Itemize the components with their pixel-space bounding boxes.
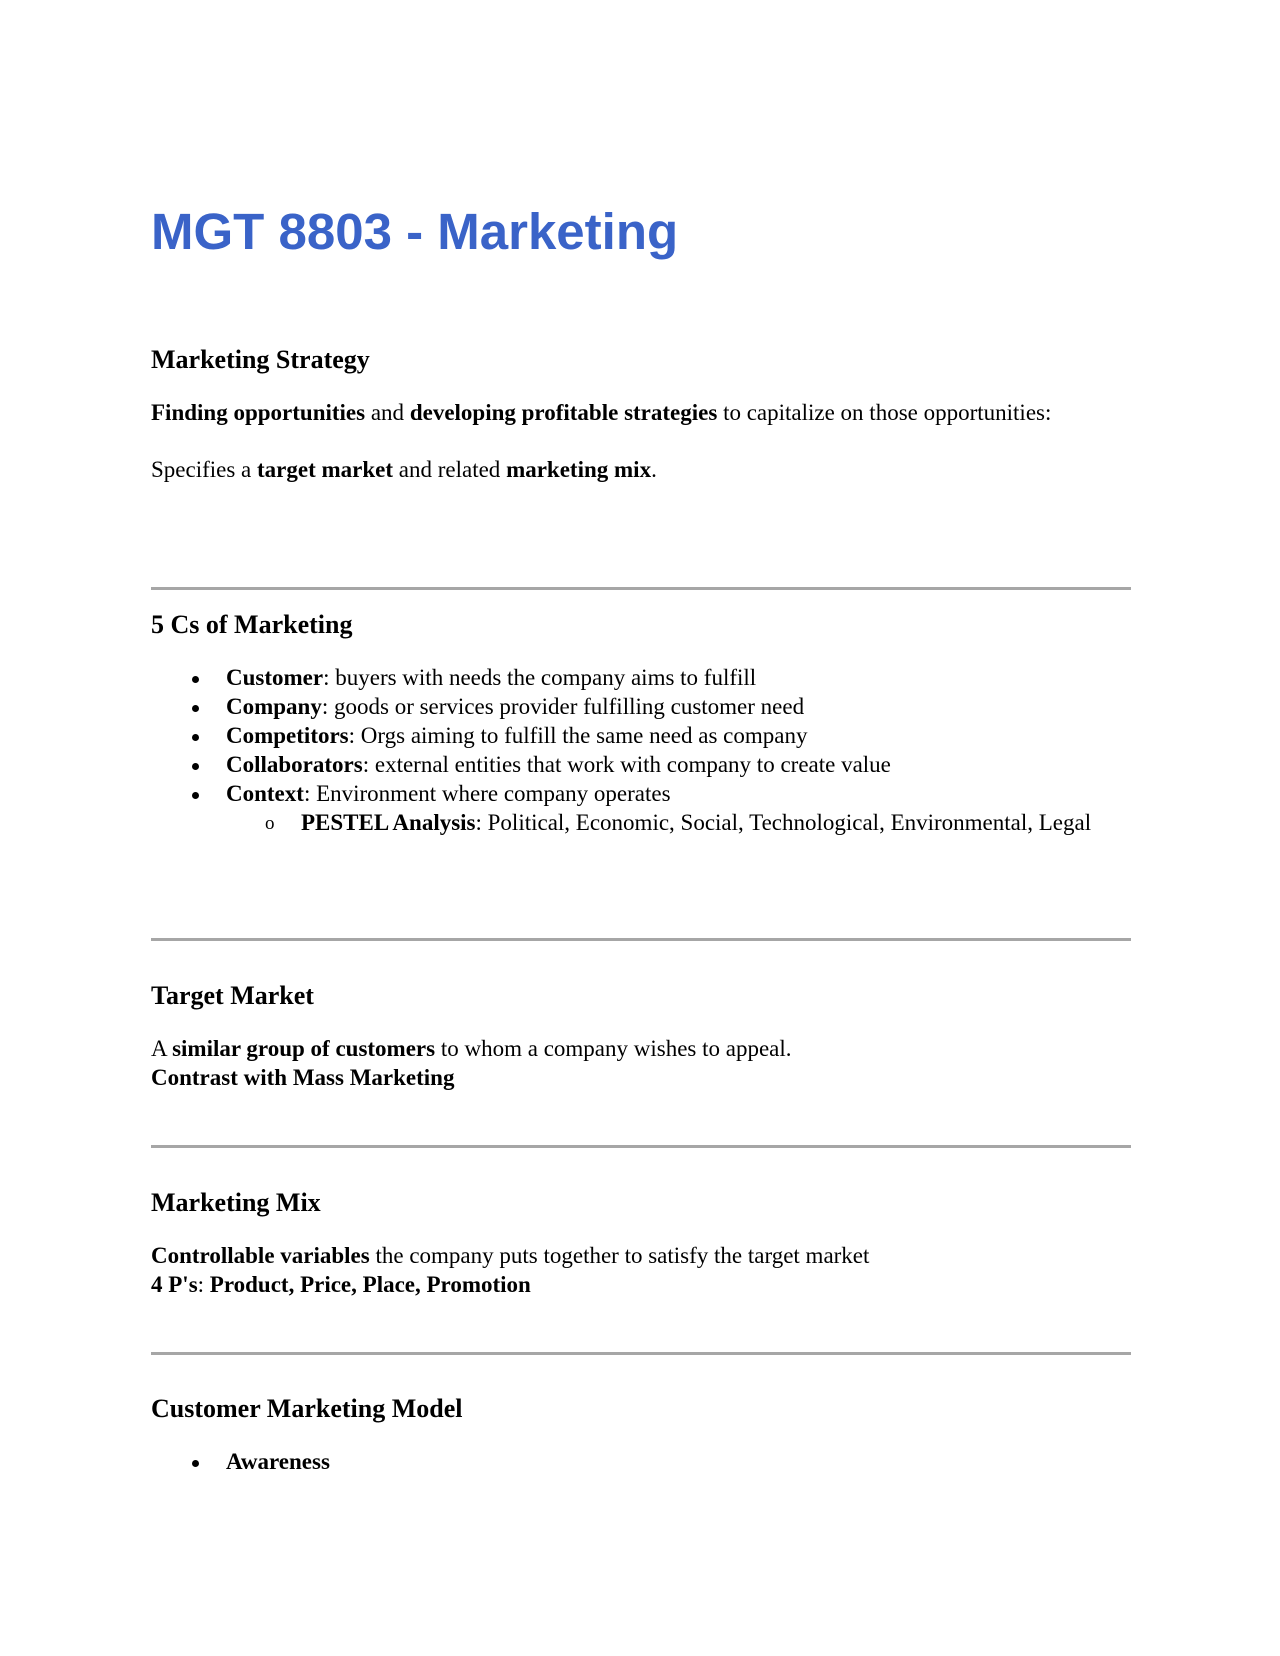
sub-list (226, 808, 1131, 837)
bold-text: target market (257, 457, 394, 482)
section-heading: Customer Marketing Model (151, 1394, 463, 1423)
text: and related (393, 457, 507, 482)
bullet-list (151, 1447, 1131, 1476)
text: the company puts together to satisfy the target market (369, 1243, 870, 1268)
bullet-icon (192, 763, 199, 770)
paragraph (151, 1063, 1131, 1092)
bullet-icon (192, 792, 199, 799)
list-item (226, 692, 1131, 721)
text: to whom a company wishes to appeal. (435, 1036, 792, 1061)
bold-text: Context (226, 781, 304, 806)
section-heading: Target Market (151, 981, 314, 1010)
text: : external entities that work with company to create value (362, 752, 891, 777)
list-item (226, 721, 1131, 750)
bold-text: 4 P's (151, 1272, 198, 1297)
text: : Political, Economic, Social, Technological, Environmental, Legal (475, 810, 1092, 835)
paragraph (151, 1270, 1131, 1299)
bold-text: Contrast with Mass Marketing (151, 1065, 455, 1090)
list-item (226, 750, 1131, 779)
text: : buyers with needs the company aims to fulfill (323, 665, 757, 690)
bullet-icon (192, 676, 199, 683)
section-heading: Marketing Mix (151, 1188, 321, 1217)
paragraph (151, 398, 1131, 427)
bullet-icon (192, 1460, 199, 1467)
document-title: MGT 8803 - Marketing (151, 203, 679, 260)
horizontal-rule (151, 1352, 1131, 1355)
bold-text: Collaborators (226, 752, 363, 777)
list-item (226, 779, 1131, 837)
text: : Orgs aiming to fulfill the same need as company (348, 723, 808, 748)
text: : Environment where company operates (303, 781, 671, 806)
section-5cs (151, 609, 1131, 837)
paragraph (151, 1034, 1131, 1063)
bold-text: Competitors (226, 723, 349, 748)
bullet-list (151, 663, 1131, 837)
section-heading: Marketing Strategy (151, 345, 370, 374)
horizontal-rule (151, 938, 1131, 941)
section-marketing-strategy (151, 344, 1131, 484)
text: and (365, 400, 410, 425)
bold-text: PESTEL Analysis (301, 810, 476, 835)
section-marketing-mix (151, 1187, 1131, 1299)
text: A (151, 1036, 173, 1061)
bold-text: Awareness (226, 1449, 330, 1474)
bullet-icon (192, 705, 199, 712)
paragraph (151, 455, 1131, 484)
section-target-market (151, 980, 1131, 1092)
paragraph (151, 1241, 1131, 1270)
horizontal-rule (151, 587, 1131, 590)
text: : (197, 1272, 210, 1297)
text: Specifies a (151, 457, 258, 482)
horizontal-rule (151, 1145, 1131, 1148)
list-item (226, 663, 1131, 692)
bold-text: developing profitable strategies (409, 400, 718, 425)
list-item (226, 1447, 1131, 1476)
bold-text: Controllable variables (151, 1243, 370, 1268)
bold-text: similar group of customers (172, 1036, 436, 1061)
bullet-icon (192, 734, 199, 741)
bold-text: Finding opportunities (151, 400, 366, 425)
text: to capitalize on those opportunities: (717, 400, 1052, 425)
bold-text: Company (226, 694, 322, 719)
bold-text: marketing mix (506, 457, 652, 482)
sub-list-item (265, 808, 1131, 837)
bold-text: Customer (226, 665, 324, 690)
section-customer-marketing-model (151, 1393, 1131, 1476)
text: . (651, 457, 657, 482)
circle-bullet-icon: o (265, 813, 275, 834)
section-heading: 5 Cs of Marketing (151, 610, 353, 639)
bold-text: Product, Price, Place, Promotion (209, 1272, 531, 1297)
text: : goods or services provider fulfilling customer need (321, 694, 805, 719)
